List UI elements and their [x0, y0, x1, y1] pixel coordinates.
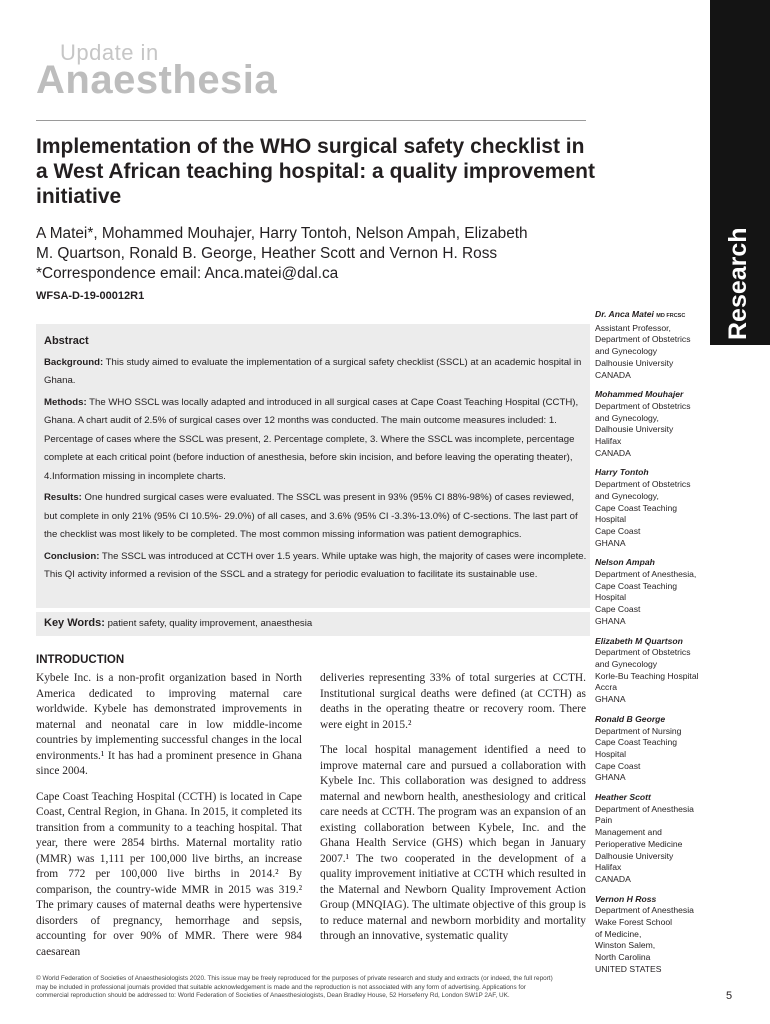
conclusion-text: The SSCL was introduced at CCTH over 1.5 years. While uptake was high, the majority of cases were incomplete. This QI activity informed a revision of the SSCL and a strategy for periodic evaluation to facilitate its sustainable use. — [44, 550, 587, 580]
keywords-label: Key Words: — [44, 617, 105, 629]
affiliation-line: and Gynecology — [595, 658, 658, 669]
abstract-conclusion — [44, 548, 589, 585]
affiliation-block — [595, 557, 705, 627]
affiliation-line: and Gynecology — [595, 346, 658, 357]
abstract-background — [44, 354, 589, 391]
affiliation-name: Harry Tontoh — [595, 467, 649, 478]
affiliation-line: Department of Obstetrics — [595, 647, 691, 658]
affiliation-name: Ronald B George — [595, 713, 666, 724]
affiliation-block — [595, 389, 705, 459]
affiliation-line: Dalhousie University — [595, 850, 674, 861]
affiliation-block — [595, 636, 705, 706]
copyright-footer — [36, 975, 696, 1001]
affiliation-line: North Carolina — [595, 952, 651, 963]
affiliation-line: Dalhousie University — [595, 424, 674, 435]
affiliation-line: Accra — [595, 682, 617, 693]
background-text: This study aimed to evaluate the implementation of a surgical safety checklist (SSCL) at an academic hospital in Ghana. — [44, 356, 582, 386]
affiliation-line: Cape Coast Teaching Hospital — [595, 580, 678, 603]
affiliation-line: Winston Salem, — [595, 940, 656, 951]
affiliation-line: Department of Obstetrics — [595, 334, 691, 345]
affiliation-block — [595, 467, 705, 549]
affiliation-name: Nelson Ampah — [595, 557, 655, 568]
body-paragraph: deliveries representing 33% of total surgeries at CCTH. Institutional surgical deaths were defined (at CCTH) as deaths in the operating theatre or recovery room. There were eight in 2015.² — [320, 672, 586, 731]
header-divider — [36, 120, 586, 121]
affiliation-line: Korle-Bu Teaching Hospital — [595, 670, 699, 681]
affiliation-line: CANADA — [595, 369, 631, 380]
abstract-methods — [44, 394, 589, 487]
affiliation-block — [595, 792, 705, 886]
affiliation-line: CANADA — [595, 873, 631, 884]
author-line: A Matei*, Mohammed Mouhajer, Harry Tontoh, Nelson Ampah, Elizabeth — [36, 225, 528, 242]
affiliation-line: Department of Obstetrics — [595, 400, 691, 411]
article-title: Implementation of the WHO surgical safety checklist in a West African teaching hospital: a quality improvement initiative — [36, 135, 595, 208]
affiliation-line: Assistant Professor, — [595, 322, 671, 333]
affiliation-line: Wake Forest School — [595, 917, 673, 928]
affiliation-line: Department of Anesthesia, — [595, 569, 697, 580]
body-paragraph: Kybele Inc. is a non-profit organization based in North America dedicated to improving maternal care worldwide. Kybele has demonstrated improvements in maternal and neonatal care in low middle-income countries by implementing successful changes in the local environments.¹ It has had a prominent presence in Ghana since 2004. — [36, 672, 302, 777]
author-list — [36, 224, 596, 284]
affiliation-line: CANADA — [595, 447, 631, 458]
affiliation-name: Heather Scott — [595, 792, 651, 803]
affiliation-line: Department of Obstetrics — [595, 479, 691, 490]
correspondence-email: *Correspondence email: Anca.matei@dal.ca — [36, 265, 339, 282]
affiliation-name: Dr. Anca Matei MD FRCSC — [595, 309, 686, 319]
affiliation-line: of Medicine, — [595, 928, 642, 939]
methods-label: Methods: — [44, 396, 87, 408]
conclusion-label: Conclusion: — [44, 550, 100, 562]
affiliation-line: Cape Coast Teaching Hospital — [595, 737, 678, 759]
journal-name-line2: Anaesthesia — [36, 58, 278, 102]
abstract-results — [44, 489, 589, 545]
affiliation-line: GHANA — [595, 772, 626, 783]
abstract-heading: Abstract — [44, 335, 89, 347]
affiliation-line: Halifax — [595, 436, 622, 447]
section-tab-label: Research — [724, 227, 752, 340]
journal-name-line1: Update in — [60, 40, 159, 65]
affiliation-line: Cape Coast — [595, 604, 641, 615]
background-label: Background: — [44, 356, 104, 368]
section-tab — [710, 0, 770, 345]
keywords-text: patient safety, quality improvement, anaesthesia — [104, 618, 313, 629]
affiliation-line: and Gynecology, — [595, 412, 659, 423]
footer-line: © World Federation of Societies of Anaesthesiologists 2020. This issue may be freely reproduced for the purposes of private research and study and extracts (or indeed, the full report) — [36, 975, 553, 982]
methods-text: The WHO SSCL was locally adapted and introduced in all surgical cases at Cape Coast Teaching Hospital (CCTH), Ghana. A chart audit of 2.5% of surgical cases over 12 months was conducted. The main outcome measures included: 1. Percentage of cases where the SSCL was present, 2. Percentage complete, 3. Where the SSCL was incomplete, percentage complete at each critical point (before induction of anesthesia, before skin incision, and before leaving the operating theater), 4.Information missing in incomplete charts. — [44, 396, 579, 482]
results-label: Results: — [44, 492, 82, 503]
affiliation-line: Dalhousie University — [595, 357, 674, 368]
affiliation-block — [595, 714, 705, 784]
affiliation-line: Perioperative Medicine — [595, 838, 683, 849]
body-paragraph: Cape Coast Teaching Hospital (CCTH) is located in Cape Coast, Central Region, in Ghana. In 2015, it completed its transition from a community to a teaching hospital. That year, there were 2854 births. Maternal mortality ratio (MMR) was 1,111 per 100,000 live births, an increase from 772 per 100,000 live births in 2014.² By comparison, the country-wide MMR in 2015 was 319.² The primary causes of maternal deaths were hypertensive disorders of pregnancy, hemorrhage and sepsis, accounting for over 90% of MMR. There were 984 caesarean — [36, 790, 302, 958]
footer-line: may be included in professional journals provided that suitable acknowledgement is made and the reproduction is not associated with any form of advertising. Applications for — [36, 983, 526, 991]
affiliation-line: Management and — [595, 827, 662, 838]
body-paragraph: The local hospital management identified a need to improve maternal care and pursued a collaboration with Kybele Inc. This collaboration was designed to address maternal and newborn health, anesthesiology and critical care needs at CCTH. The program was an expansion of an existing collaboration between Kybele, Inc. and the Ghana Health Service (GHS) which began in January 2007.¹ The two cooperated in the development of a quality improvement initiative at CCTH which resulted in the Maternal and Newborn Quality Improvement Action Group (MNQIAG). The ultimate objective of this group is to reduce maternal and newborn morbidity and mortality through an innovative, systematic quality — [320, 744, 586, 942]
body-column-right — [320, 671, 586, 955]
affiliation-line: GHANA — [595, 694, 626, 705]
page-number: 5 — [726, 990, 733, 1002]
affiliation-line: Cape Coast — [595, 760, 641, 771]
affiliation-line: Cape Coast — [595, 525, 641, 536]
affiliation-name: Vernon H Ross — [595, 893, 657, 904]
introduction-heading: INTRODUCTION — [36, 654, 125, 666]
affiliation-line: and Gynecology, — [595, 490, 659, 501]
abstract-box — [36, 324, 590, 608]
affiliation-block — [595, 894, 705, 976]
affiliation-line: GHANA — [595, 615, 626, 626]
affiliation-line: Halifax — [595, 862, 622, 873]
affiliation-block — [595, 309, 705, 381]
affiliation-name: Mohammed Mouhajer — [595, 389, 684, 400]
affiliation-line: Department of Anesthesia — [595, 905, 694, 916]
results-text: One hundred surgical cases were evaluated. The SSCL was present in 93% (95% CI 88%-98%) of cases reviewed, but complete in only 21% (95% CI 10.5%- 29.0%) of all cases, and 3.6% (95% CI -3.3%-13.0%) of C-sections. The last part of the checklist was most likely to be completed. The most common missing information was patient demographics. — [44, 492, 578, 540]
footer-line: commercial reproduction should be addressed to: World Federation of Societies of Anaesthesiologists, Dean Bradley House, 52 Horseferry Rd, London SW1P 2AF, UK. — [36, 992, 510, 999]
affiliation-line: UNITED STATES — [595, 963, 662, 974]
manuscript-id: WFSA-D-19-00012R1 — [36, 290, 145, 302]
body-column-left — [36, 671, 302, 970]
affiliation-line: Department of Anesthesia Pain — [595, 803, 694, 826]
affiliation-line: Department of Nursing — [595, 725, 682, 736]
affiliation-line: Cape Coast Teaching Hospital — [595, 502, 678, 525]
affiliation-name: Elizabeth M Quartson — [595, 635, 683, 646]
keywords-box — [36, 612, 590, 636]
affiliations-sidebar — [595, 309, 705, 984]
affiliation-line: GHANA — [595, 537, 626, 548]
author-line: M. Quartson, Ronald B. George, Heather Scott and Vernon H. Ross — [36, 245, 498, 262]
